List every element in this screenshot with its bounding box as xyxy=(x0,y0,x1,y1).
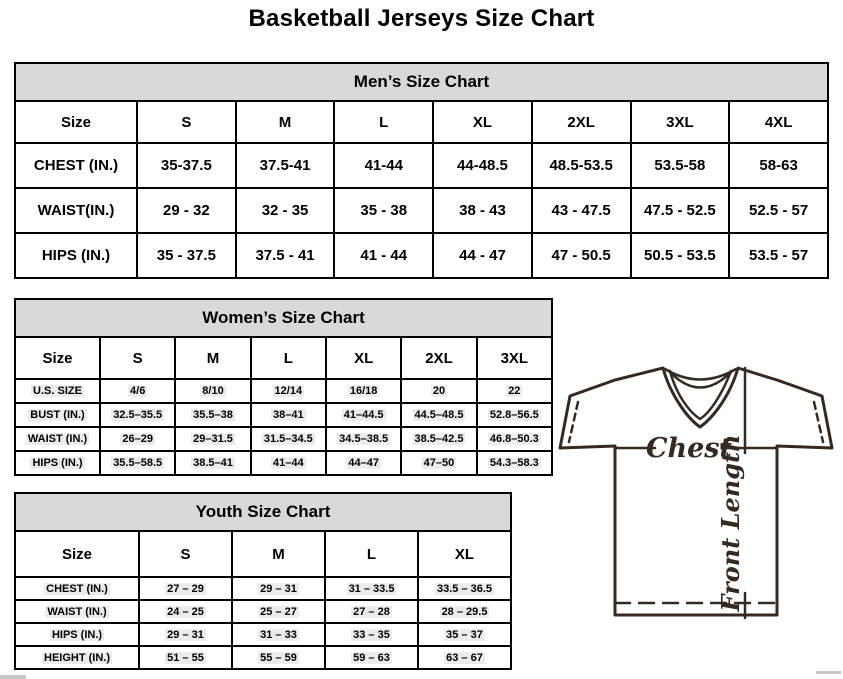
left-cuff-dashed-line xyxy=(569,402,578,442)
cell: 29 – 31 xyxy=(232,577,325,600)
mens-waist-row xyxy=(15,188,828,233)
cell: 41–44 xyxy=(251,451,326,475)
jersey-measurement-diagram xyxy=(556,358,842,634)
cell: 41–44.5 xyxy=(326,403,401,427)
row-label: HIPS (IN.) xyxy=(15,233,137,278)
youth-hips-row xyxy=(15,623,511,646)
row-label: CHEST (IN.) xyxy=(15,143,137,188)
youth-waist-row xyxy=(15,600,511,623)
mens-hips-row xyxy=(15,233,828,278)
jersey-body xyxy=(560,368,832,615)
cell: 33.5 – 36.5 xyxy=(418,577,511,600)
mens-col-3xl: 3XL xyxy=(631,101,730,143)
mens-chest-row xyxy=(15,143,828,188)
cell: 31.5–34.5 xyxy=(251,427,326,451)
cell: 35-37.5 xyxy=(137,143,236,188)
mens-size-chart-table xyxy=(14,62,829,279)
scrollbar-fragment-left xyxy=(0,675,26,679)
youth-chart-title: Youth Size Chart xyxy=(15,493,511,531)
youth-col-l: L xyxy=(325,531,418,577)
youth-size-chart-table xyxy=(14,492,512,670)
youth-chest-row xyxy=(15,577,511,600)
cell: 58-63 xyxy=(729,143,828,188)
mens-col-m: M xyxy=(236,101,335,143)
mens-col-2xl: 2XL xyxy=(532,101,631,143)
scrollbar-fragment-right xyxy=(816,671,841,674)
cell: 37.5 - 41 xyxy=(236,233,335,278)
mens-col-l: L xyxy=(334,101,433,143)
mens-col-4xl: 4XL xyxy=(729,101,828,143)
womens-col-m: M xyxy=(175,337,250,379)
womens-col-l: L xyxy=(251,337,326,379)
cell: 44–47 xyxy=(326,451,401,475)
cell: 12/14 xyxy=(251,379,326,403)
row-label: CHEST (IN.) xyxy=(15,577,139,600)
womens-waist-row xyxy=(15,427,552,451)
cell: 38–41 xyxy=(251,403,326,427)
cell: 8/10 xyxy=(175,379,250,403)
cell: 41-44 xyxy=(334,143,433,188)
cell: 16/18 xyxy=(326,379,401,403)
cell: 38 - 43 xyxy=(433,188,532,233)
mens-header-row xyxy=(15,101,828,143)
jersey-inner-collar xyxy=(670,371,731,419)
row-label: WAIST (IN.) xyxy=(15,427,100,451)
cell: 20 xyxy=(401,379,476,403)
jersey-outline-illustration xyxy=(556,358,842,634)
cell: 32 - 35 xyxy=(236,188,335,233)
cell: 4/6 xyxy=(100,379,175,403)
cell: 63 – 67 xyxy=(418,646,511,669)
front-length-measure-label: Front Length xyxy=(716,434,745,612)
youth-header-row xyxy=(15,531,511,577)
cell: 47–50 xyxy=(401,451,476,475)
womens-col-2xl: 2XL xyxy=(401,337,476,379)
row-label: WAIST(IN.) xyxy=(15,188,137,233)
cell: 28 – 29.5 xyxy=(418,600,511,623)
row-label: WAIST (IN.) xyxy=(15,600,139,623)
cell: 47.5 - 52.5 xyxy=(631,188,730,233)
chest-measure-label: Chest xyxy=(646,433,732,464)
cell: 51 – 55 xyxy=(139,646,232,669)
cell: 55 – 59 xyxy=(232,646,325,669)
cell: 35 - 38 xyxy=(334,188,433,233)
womens-col-3xl: 3XL xyxy=(477,337,552,379)
youth-col-s: S xyxy=(139,531,232,577)
cell: 44 - 47 xyxy=(433,233,532,278)
cell: 53.5 - 57 xyxy=(729,233,828,278)
cell: 53.5-58 xyxy=(631,143,730,188)
cell: 37.5-41 xyxy=(236,143,335,188)
cell: 27 – 28 xyxy=(325,600,418,623)
cell: 29 – 31 xyxy=(139,623,232,646)
mens-col-s: S xyxy=(137,101,236,143)
cell: 38.5–41 xyxy=(175,451,250,475)
cell: 26–29 xyxy=(100,427,175,451)
cell: 22 xyxy=(477,379,552,403)
womens-header-row xyxy=(15,337,552,379)
cell: 31 – 33.5 xyxy=(325,577,418,600)
cell: 34.5–38.5 xyxy=(326,427,401,451)
cell: 25 – 27 xyxy=(232,600,325,623)
cell: 38.5–42.5 xyxy=(401,427,476,451)
womens-col-size: Size xyxy=(15,337,100,379)
cell: 41 - 44 xyxy=(334,233,433,278)
cell: 47 - 50.5 xyxy=(532,233,631,278)
cell: 44.5–48.5 xyxy=(401,403,476,427)
cell: 31 – 33 xyxy=(232,623,325,646)
womens-ussize-row xyxy=(15,379,552,403)
row-label: BUST (IN.) xyxy=(15,403,100,427)
cell: 59 – 63 xyxy=(325,646,418,669)
womens-col-xl: XL xyxy=(326,337,401,379)
cell: 43 - 47.5 xyxy=(532,188,631,233)
mens-col-xl: XL xyxy=(433,101,532,143)
cell: 33 – 35 xyxy=(325,623,418,646)
womens-col-s: S xyxy=(100,337,175,379)
row-label: HIPS (IN.) xyxy=(15,623,139,646)
cell: 29 - 32 xyxy=(137,188,236,233)
youth-col-xl: XL xyxy=(418,531,511,577)
cell: 52.8–56.5 xyxy=(477,403,552,427)
cell: 52.5 - 57 xyxy=(729,188,828,233)
mens-chart-title: Men’s Size Chart xyxy=(15,63,828,101)
cell: 50.5 - 53.5 xyxy=(631,233,730,278)
cell: 32.5–35.5 xyxy=(100,403,175,427)
womens-chart-title: Women’s Size Chart xyxy=(15,299,552,337)
cell: 35.5–58.5 xyxy=(100,451,175,475)
mens-col-size: Size xyxy=(15,101,137,143)
page-title: Basketball Jerseys Size Chart xyxy=(248,5,595,32)
youth-col-size: Size xyxy=(15,531,139,577)
cell: 35.5–38 xyxy=(175,403,250,427)
cell: 27 – 29 xyxy=(139,577,232,600)
womens-size-chart-table xyxy=(14,298,553,476)
womens-hips-row xyxy=(15,451,552,475)
right-cuff-dashed-line xyxy=(814,402,823,442)
row-label: HEIGHT (IN.) xyxy=(15,646,139,669)
cell: 48.5-53.5 xyxy=(532,143,631,188)
row-label: U.S. SIZE xyxy=(15,379,100,403)
youth-col-m: M xyxy=(232,531,325,577)
cell: 35 - 37.5 xyxy=(137,233,236,278)
cell: 35 – 37 xyxy=(418,623,511,646)
youth-height-row xyxy=(15,646,511,669)
cell: 44-48.5 xyxy=(433,143,532,188)
cell: 54.3–58.3 xyxy=(477,451,552,475)
womens-bust-row xyxy=(15,403,552,427)
cell: 46.8–50.3 xyxy=(477,427,552,451)
cell: 24 – 25 xyxy=(139,600,232,623)
row-label: HIPS (IN.) xyxy=(15,451,100,475)
cell: 29–31.5 xyxy=(175,427,250,451)
